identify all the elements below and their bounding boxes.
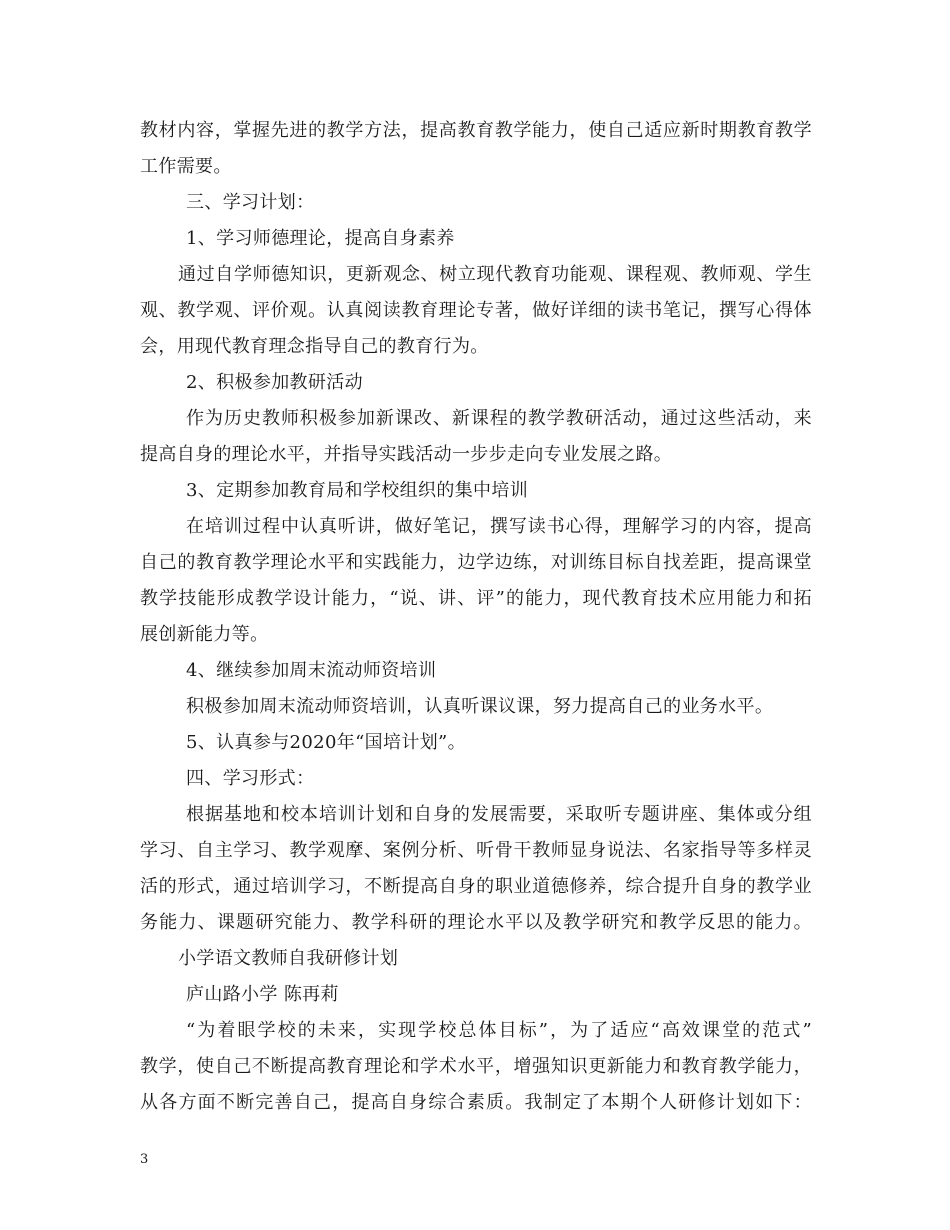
text-line: 5、认真参与2020年“国培计划”。 — [186, 732, 466, 753]
text-line: 作为历史教师积极参加新课改、新课程的教学教研活动，通过这些活动，来 — [186, 408, 812, 429]
text-line: 三、学习计划： — [186, 192, 315, 213]
text-line: 通过自学师德知识，更新观念、树立现代教育功能观、课程观、教师观、学生 — [178, 264, 812, 285]
text-line: 教学技能形成教学设计能力，“说、讲、评”的能力，现代教育技术应用能力和拓 — [140, 588, 812, 609]
text-line: 会，用现代教育理念指导自己的教育行为。 — [140, 336, 489, 357]
text-line: “为着眼学校的未来，实现学校总体目标”，为了适应“高效课堂的范式” — [186, 1020, 812, 1041]
text-line: 展创新能力等。 — [140, 624, 269, 645]
text-line: 工作需要。 — [140, 156, 232, 177]
text-line: 务能力、课题研究能力、教学科研的理论水平以及教学研究和教学反思的能力。 — [140, 912, 812, 933]
text-line: 四、学习形式： — [186, 768, 315, 789]
text-line: 3、定期参加教育局和学校组织的集中培训 — [186, 480, 529, 501]
text-line: 教材内容，掌握先进的教学方法，提高教育教学能力，使自己适应新时期教育教学 — [140, 120, 812, 141]
text-line: 根据基地和校本培训计划和自身的发展需要，采取听专题讲座、集体或分组 — [186, 804, 812, 825]
text-line: 4、继续参加周末流动师资培训 — [186, 660, 437, 681]
text-line: 观、教学观、评价观。认真阅读教育理论专著，做好详细的读书笔记，撰写心得体 — [140, 300, 812, 321]
text-line: 活的形式，通过培训学习，不断提高自身的职业道德修养，综合提升自身的教学业 — [140, 876, 812, 897]
text-line: 提高自身的理论水平，并指导实践活动一步步走向专业发展之路。 — [140, 444, 673, 465]
text-line: 小学语文教师自我研修计划 — [178, 948, 399, 969]
text-line: 从各方面不断完善自己，提高自身综合素质。我制定了本期个人研修计划如下： — [140, 1092, 812, 1113]
text-line: 庐山路小学 陈再莉 — [186, 984, 339, 1005]
text-line: 在培训过程中认真听讲，做好笔记，撰写读书心得，理解学习的内容，提高 — [186, 516, 812, 537]
text-line: 自己的教育教学理论水平和实践能力，边学边练，对训练目标自找差距，提高课堂 — [140, 552, 812, 573]
document-body — [140, 113, 812, 1121]
text-line: 教学，使自己不断提高教育理论和学术水平，增强知识更新能力和教育教学能力， — [140, 1056, 812, 1077]
text-line: 积极参加周末流动师资培训，认真听课议课，努力提高自己的业务水平。 — [186, 696, 774, 717]
page-number: 3 — [140, 1152, 149, 1167]
text-line: 2、积极参加教研活动 — [186, 372, 363, 393]
text-line: 1、学习师德理论，提高自身素养 — [186, 228, 455, 249]
text-line: 学习、自主学习、教学观摩、案例分析、听骨干教师显身说法、名家指导等多样灵 — [140, 840, 812, 861]
